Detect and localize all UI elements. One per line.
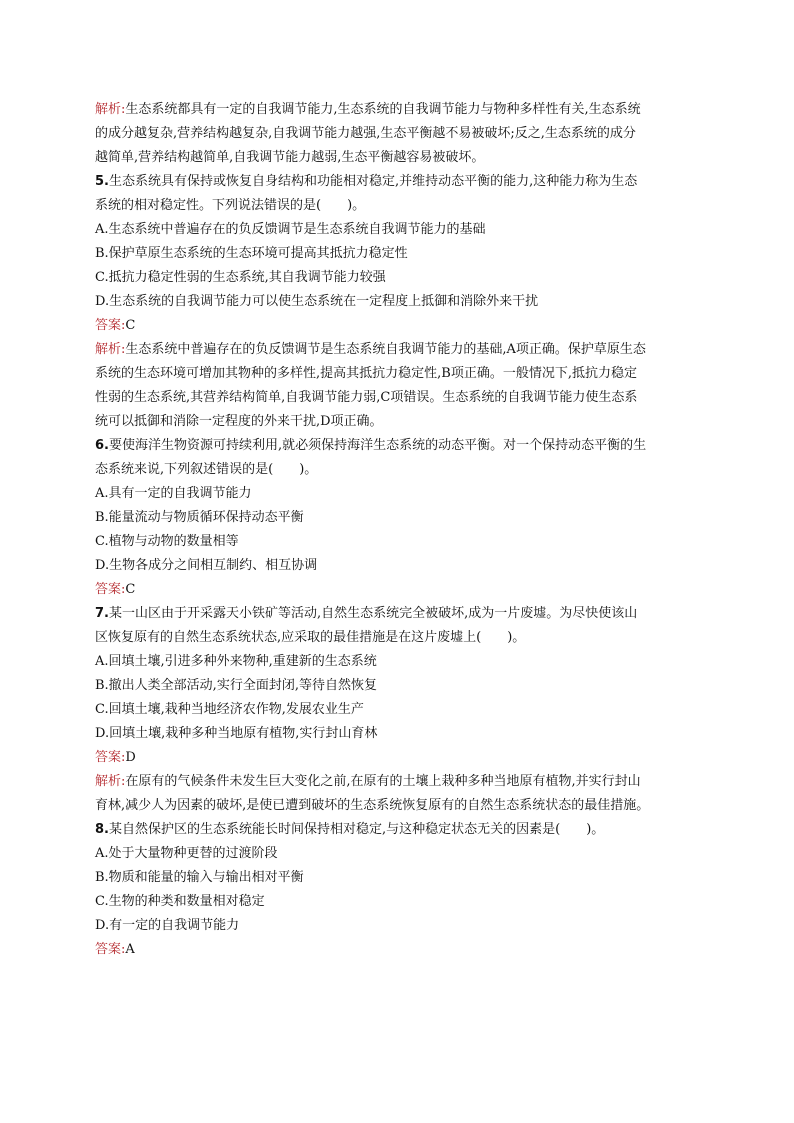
q5-stem-line-1: 5.生态系统具有保持或恢复自身结构和功能相对稳定,并维持动态平衡的能力,这种能力称为生态 xyxy=(95,174,638,189)
q8-option-a: A.处于大量物种更替的过渡阶段 xyxy=(95,846,278,861)
q7-analysis-line-2: 育林,减少人为因素的破坏,是使已遭到破坏的生态系统恢复原有的自然生态系统状态的最佳措施。 xyxy=(95,798,650,813)
q8-answer xyxy=(95,938,705,962)
prev-analysis-line-2: 的成分越复杂,营养结构越复杂,自我调节能力越强,生态平衡越不易被破坏;反之,生态系统的成分 xyxy=(95,126,636,141)
q5-analysis-line-2: 系统的生态环境可增加其物种的多样性,提高其抵抗力稳定性,B项正确。一般情况下,抵抗力稳定 xyxy=(95,366,637,381)
q5-number: 5. xyxy=(95,174,109,189)
prev-analysis-line-1: 解析:生态系统都具有一定的自我调节能力,生态系统的自我调节能力与物种多样性有关,生态系统 xyxy=(95,102,641,117)
q8-option-b: B.物质和能量的输入与输出相对平衡 xyxy=(95,870,304,885)
q7-number: 7. xyxy=(95,606,109,621)
analysis-label: 解析: xyxy=(95,774,126,789)
q7-answer xyxy=(95,746,705,770)
q5-option-c: C.抵抗力稳定性弱的生态系统,其自我调节能力较强 xyxy=(95,270,386,285)
q7-option-a: A.回填土壤,引进多种外来物种,重建新的生态系统 xyxy=(95,654,377,669)
answer-value: C xyxy=(125,318,136,333)
q5-analysis-line-1: 解析:生态系统中普遍存在的负反馈调节是生态系统自我调节能力的基础,A项正确。保护草原生态 xyxy=(95,342,646,357)
q6-option-c: C.植物与动物的数量相等 xyxy=(95,534,239,549)
answer-label: 答案: xyxy=(95,582,126,597)
q7-option-d: D.回填土壤,栽种多种当地原有植物,实行封山育林 xyxy=(95,726,378,741)
q5-analysis-line-3: 性弱的生态系统,其营养结构简单,自我调节能力弱,C项错误。生态系统的自我调节能力使生态系 xyxy=(95,390,638,405)
q8-number: 8. xyxy=(95,822,109,837)
q6-answer xyxy=(95,578,705,602)
q5-option-b: B.保护草原生态系统的生态环境可提高其抵抗力稳定性 xyxy=(95,246,408,261)
q5-option-a: A.生态系统中普遍存在的负反馈调节是生态系统自我调节能力的基础 xyxy=(95,222,486,237)
answer-value: C xyxy=(125,582,136,597)
q5-stem-line-2: 系统的相对稳定性。下列说法错误的是( )。 xyxy=(95,198,366,213)
q7-option-c: C.回填土壤,栽种当地经济农作物,发展农业生产 xyxy=(95,702,364,717)
q6-stem-line-2: 态系统来说,下列叙述错误的是( )。 xyxy=(95,462,318,477)
answer-label: 答案: xyxy=(95,750,126,765)
q7-analysis-line-1: 解析:在原有的气候条件未发生巨大变化之前,在原有的土壤上栽种多种当地原有植物,并实行封山 xyxy=(95,774,641,789)
q5-answer xyxy=(95,314,705,338)
answer-value: A xyxy=(125,942,135,957)
q6-number: 6. xyxy=(95,438,109,453)
q5-option-d: D.生态系统的自我调节能力可以使生态系统在一定程度上抵御和消除外来干扰 xyxy=(95,294,539,309)
q7-stem-line-2: 区恢复原有的自然生态系统状态,应采取的最佳措施是在这片废墟上( )。 xyxy=(95,630,526,645)
q7-option-b: B.撤出人类全部活动,实行全面封闭,等待自然恢复 xyxy=(95,678,377,693)
analysis-label: 解析: xyxy=(95,102,126,117)
answer-label: 答案: xyxy=(95,942,126,957)
q8-stem-line-1: 8.某自然保护区的生态系统能长时间保持相对稳定,与这种稳定状态无关的因素是( )。 xyxy=(95,822,605,837)
q8-option-d: D.有一定的自我调节能力 xyxy=(95,918,240,933)
prev-analysis-line-3: 越简单,营养结构越简单,自我调节能力越弱,生态平衡越容易被破坏。 xyxy=(95,150,485,165)
document-page xyxy=(95,98,705,962)
answer-value: D xyxy=(125,750,136,765)
q6-option-b: B.能量流动与物质循环保持动态平衡 xyxy=(95,510,304,525)
q7-stem-line-1: 7.某一山区由于开采露天小铁矿等活动,自然生态系统完全被破坏,成为一片废墟。为尽快使该山 xyxy=(95,606,638,621)
q6-option-a: A.具有一定的自我调节能力 xyxy=(95,486,252,501)
q6-stem-line-1: 6.要使海洋生物资源可持续利用,就必须保持海洋生态系统的动态平衡。对一个保持动态平衡的生 xyxy=(95,438,647,453)
q8-option-c: C.生物的种类和数量相对稳定 xyxy=(95,894,265,909)
analysis-label: 解析: xyxy=(95,342,126,357)
q5-analysis-line-4: 统可以抵御和消除一定程度的外来干扰,D项正确。 xyxy=(95,414,383,429)
answer-label: 答案: xyxy=(95,318,126,333)
q6-option-d: D.生物各成分之间相互制约、相互协调 xyxy=(95,558,318,573)
